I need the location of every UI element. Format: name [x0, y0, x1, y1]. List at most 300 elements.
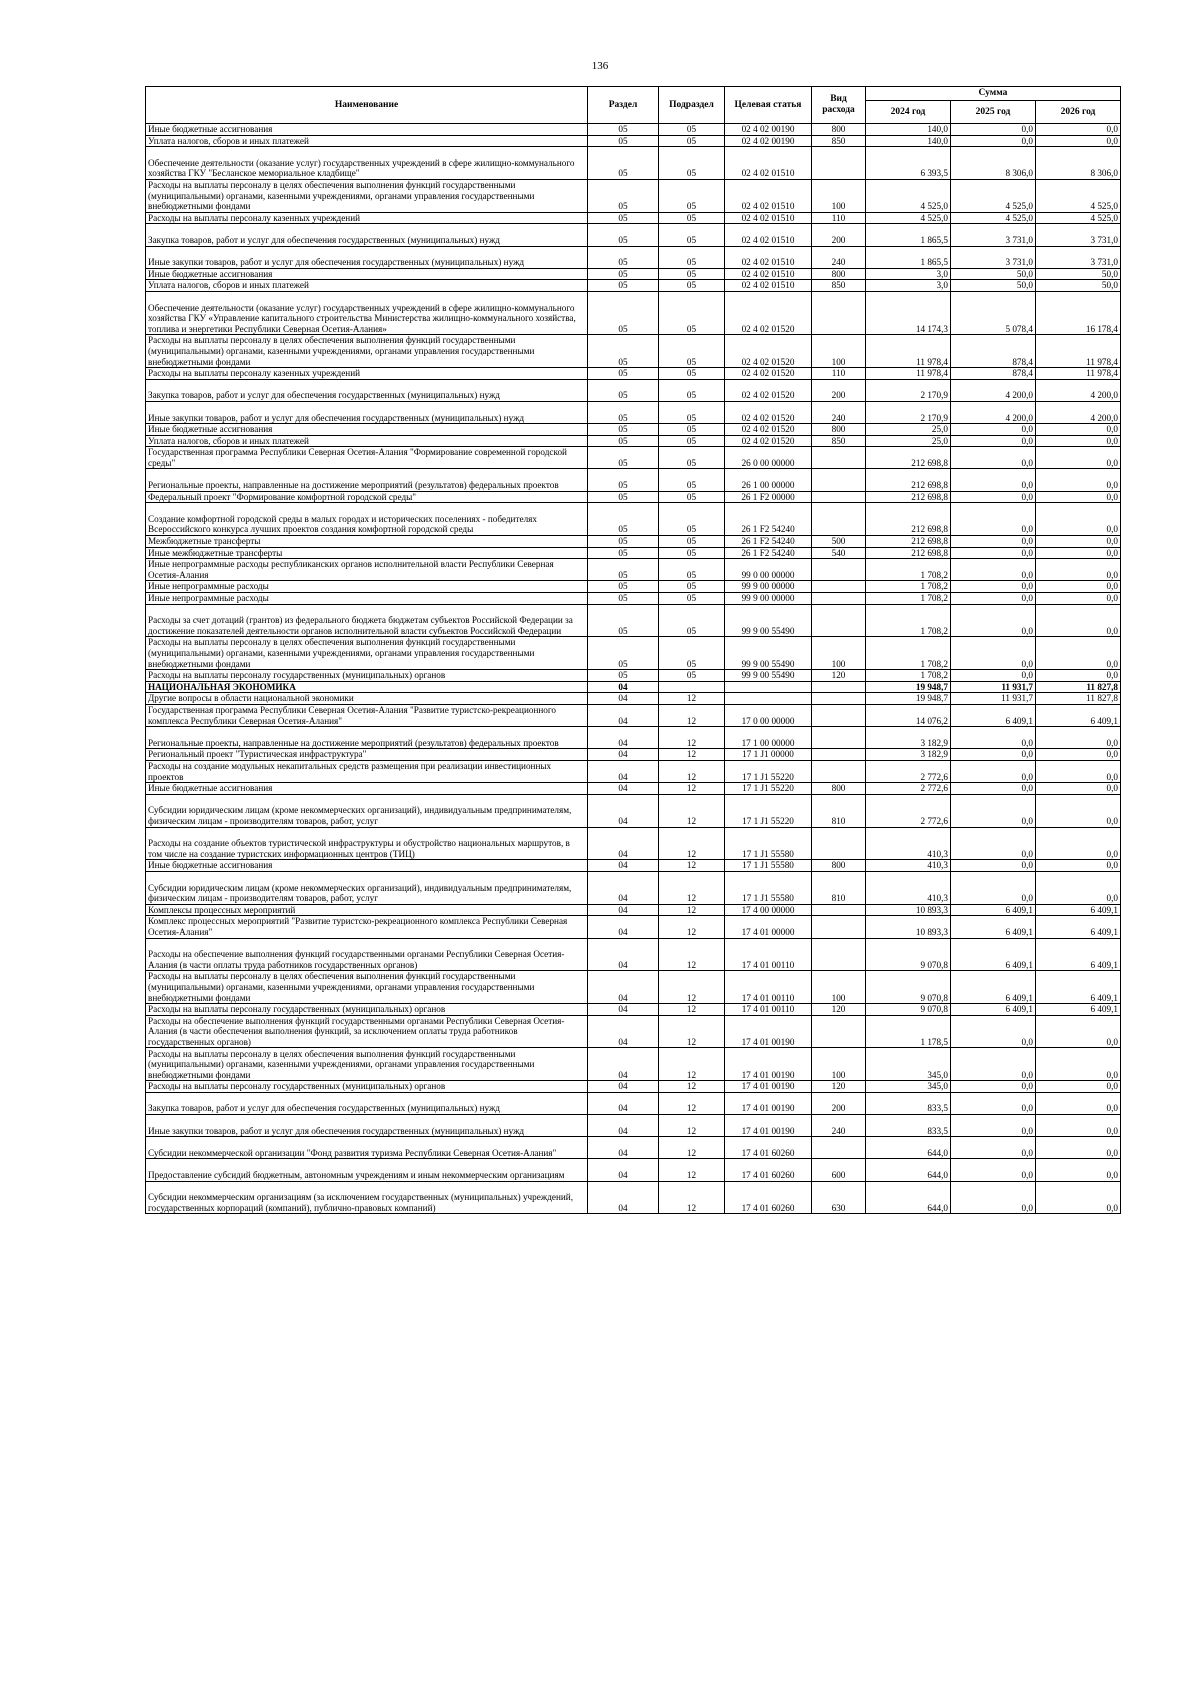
table-cell-section: 04: [588, 1115, 659, 1137]
table-row: [146, 401, 1121, 423]
table-cell-name: Иные непрограммные расходы: [146, 581, 588, 593]
table-cell-target: 17 4 01 00110: [725, 938, 812, 971]
table-cell-name: Иные бюджетные ассигнования: [146, 783, 588, 795]
table-cell-section: 04: [588, 904, 659, 916]
table-cell-subsection: 12: [659, 794, 725, 827]
table-cell-section: 05: [588, 491, 659, 503]
table-cell-expense-type: 850: [812, 280, 866, 292]
table-cell-target: 17 1 J1 55220: [725, 794, 812, 827]
table-cell-2026: 16 178,4: [1036, 291, 1121, 334]
table-cell-2024: 2 772,6: [866, 794, 951, 827]
table-cell-name: Субсидии некоммерческой организации "Фонд развития туризма Республики Северная Осетия-Алания": [146, 1137, 588, 1159]
table-cell-2026: 11 978,4: [1036, 368, 1121, 380]
table-row: [146, 124, 1121, 136]
table-cell-target: 26 1 F2 54240: [725, 536, 812, 548]
table-cell-target: 02 4 02 00190: [725, 124, 812, 136]
table-cell-subsection: 12: [659, 1181, 725, 1214]
table-cell-subsection: 05: [659, 491, 725, 503]
table-row: [146, 536, 1121, 548]
table-cell-subsection: 12: [659, 760, 725, 782]
table-cell-name: Уплата налогов, сборов и иных платежей: [146, 135, 588, 147]
table-cell-expense-type: [812, 760, 866, 782]
table-cell-2025: 0,0: [951, 1137, 1036, 1159]
table-cell-target: 17 1 J1 00000: [725, 749, 812, 761]
table-cell-2026: 0,0: [1036, 491, 1121, 503]
table-cell-expense-type: [812, 503, 866, 536]
table-cell-subsection: 05: [659, 435, 725, 447]
table-cell-2026: 11 978,4: [1036, 335, 1121, 368]
table-cell-2025: 5 078,4: [951, 291, 1036, 334]
table-cell-name: Государственная программа Республики Северная Осетия-Алания "Развитие туристско-рекреационного комплекса Республики Северная Осетия-Алания": [146, 704, 588, 726]
table-cell-section: 04: [588, 794, 659, 827]
table-cell-subsection: [659, 681, 725, 693]
table-cell-subsection: 05: [659, 124, 725, 136]
table-cell-expense-type: 100: [812, 335, 866, 368]
table-cell-section: 04: [588, 681, 659, 693]
table-cell-subsection: 05: [659, 135, 725, 147]
header-section: Раздел: [588, 87, 659, 124]
table-cell-2025: 6 409,1: [951, 971, 1036, 1004]
table-row: [146, 447, 1121, 469]
table-cell-target: 17 1 J1 55220: [725, 760, 812, 782]
table-cell-2024: 11 978,4: [866, 335, 951, 368]
table-cell-name: Иные непрограммные расходы: [146, 593, 588, 605]
table-cell-2024: 140,0: [866, 135, 951, 147]
table-cell-2025: 50,0: [951, 280, 1036, 292]
table-cell-2024: 6 393,5: [866, 147, 951, 180]
table-cell-2025: 4 200,0: [951, 379, 1036, 401]
table-cell-section: 05: [588, 135, 659, 147]
table-cell-2024: 1 708,2: [866, 559, 951, 581]
table-row: [146, 860, 1121, 872]
table-cell-subsection: 05: [659, 670, 725, 682]
table-cell-2026: 6 409,1: [1036, 904, 1121, 916]
table-cell-expense-type: [812, 469, 866, 491]
table-cell-target: 17 0 00 00000: [725, 704, 812, 726]
table-cell-name: Расходы на выплаты персоналу государственных (муниципальных) органов: [146, 1081, 588, 1093]
table-cell-2024: 212 698,8: [866, 447, 951, 469]
table-cell-expense-type: [812, 604, 866, 637]
table-cell-2025: 4 525,0: [951, 179, 1036, 212]
table-cell-2024: 212 698,8: [866, 547, 951, 559]
table-cell-name: Региональные проекты, направленные на достижение мероприятий (результатов) федеральных проектов: [146, 469, 588, 491]
table-cell-expense-type: 120: [812, 1081, 866, 1093]
table-cell-expense-type: 100: [812, 179, 866, 212]
table-row: [146, 681, 1121, 693]
table-cell-2025: 0,0: [951, 124, 1036, 136]
header-name: Наименование: [146, 87, 588, 124]
table-cell-target: 26 0 00 00000: [725, 447, 812, 469]
table-cell-section: 04: [588, 938, 659, 971]
table-cell-name: Обеспечение деятельности (оказание услуг) государственных учреждений в сфере жилищно-коммунального хозяйства ГКУ «Управление капитального строительства Министерства жилищно-коммунального хозяйства, топлива и энергетики Республики Северная Осетия-Алания»: [146, 291, 588, 334]
table-cell-name: Уплата налогов, сборов и иных платежей: [146, 435, 588, 447]
table-row: [146, 335, 1121, 368]
table-cell-subsection: 12: [659, 783, 725, 795]
table-cell-subsection: 05: [659, 559, 725, 581]
table-row: [146, 1092, 1121, 1114]
table-cell-2024: 345,0: [866, 1081, 951, 1093]
table-cell-2024: 345,0: [866, 1048, 951, 1081]
table-cell-target: 99 0 00 00000: [725, 559, 812, 581]
table-cell-name: Создание комфортной городской среды в малых городах и исторических поселениях - победителях Всероссийского конкурса лучших проектов создания комфортной городской среды: [146, 503, 588, 536]
table-cell-section: 04: [588, 1015, 659, 1048]
table-cell-target: 02 4 02 01520: [725, 435, 812, 447]
table-cell-section: 05: [588, 291, 659, 334]
table-cell-expense-type: 200: [812, 1092, 866, 1114]
table-row: [146, 1081, 1121, 1093]
table-cell-2024: 2 772,6: [866, 783, 951, 795]
table-cell-2026: 0,0: [1036, 604, 1121, 637]
table-cell-target: 02 4 02 01520: [725, 368, 812, 380]
table-cell-expense-type: 110: [812, 368, 866, 380]
table-cell-target: 17 1 J1 55580: [725, 827, 812, 860]
table-cell-section: 05: [588, 280, 659, 292]
table-row: [146, 559, 1121, 581]
table-cell-section: 05: [588, 424, 659, 436]
table-row: [146, 1015, 1121, 1048]
table-cell-2024: 3,0: [866, 268, 951, 280]
table-cell-2025: 6 409,1: [951, 704, 1036, 726]
table-cell-2025: 878,4: [951, 368, 1036, 380]
table-cell-subsection: 12: [659, 860, 725, 872]
table-cell-2024: 644,0: [866, 1181, 951, 1214]
table-row: [146, 1137, 1121, 1159]
table-cell-2026: 11 827,8: [1036, 693, 1121, 705]
table-cell-section: 05: [588, 179, 659, 212]
table-cell-2025: 0,0: [951, 604, 1036, 637]
table-cell-subsection: 05: [659, 469, 725, 491]
table-cell-2025: 878,4: [951, 335, 1036, 368]
table-cell-2024: 10 893,3: [866, 916, 951, 938]
table-row: [146, 135, 1121, 147]
table-cell-2024: 4 525,0: [866, 179, 951, 212]
table-cell-expense-type: 200: [812, 379, 866, 401]
table-cell-subsection: 12: [659, 1048, 725, 1081]
table-cell-2025: 0,0: [951, 1181, 1036, 1214]
table-cell-subsection: 05: [659, 637, 725, 670]
table-cell-subsection: 05: [659, 212, 725, 224]
table-cell-2026: 0,0: [1036, 1015, 1121, 1048]
table-cell-name: Иные непрограммные расходы республиканских органов исполнительной власти Республики Северная Осетия-Алания: [146, 559, 588, 581]
table-cell-expense-type: [812, 1015, 866, 1048]
table-cell-subsection: 05: [659, 379, 725, 401]
table-cell-2026: 3 731,0: [1036, 224, 1121, 246]
table-cell-expense-type: 500: [812, 536, 866, 548]
table-cell-2025: 0,0: [951, 860, 1036, 872]
table-cell-2026: 0,0: [1036, 124, 1121, 136]
table-cell-2026: 4 525,0: [1036, 179, 1121, 212]
table-cell-2025: 0,0: [951, 581, 1036, 593]
table-cell-2025: 6 409,1: [951, 916, 1036, 938]
table-cell-expense-type: [812, 447, 866, 469]
table-cell-2024: 19 948,7: [866, 693, 951, 705]
table-cell-name: Региональные проекты, направленные на достижение мероприятий (результатов) федеральных проектов: [146, 727, 588, 749]
table-cell-target: 17 4 01 00190: [725, 1015, 812, 1048]
table-cell-2024: 3 182,9: [866, 749, 951, 761]
table-cell-2025: 0,0: [951, 783, 1036, 795]
table-cell-2026: 0,0: [1036, 135, 1121, 147]
table-cell-2025: 0,0: [951, 1048, 1036, 1081]
table-cell-section: 04: [588, 1048, 659, 1081]
table-cell-section: 04: [588, 827, 659, 860]
table-cell-2024: 11 978,4: [866, 368, 951, 380]
table-cell-section: 04: [588, 1159, 659, 1181]
table-cell-target: 17 4 01 60260: [725, 1159, 812, 1181]
table-cell-2024: 2 772,6: [866, 760, 951, 782]
table-cell-2025: 4 525,0: [951, 212, 1036, 224]
table-cell-2024: 3 182,9: [866, 727, 951, 749]
table-cell-2026: 0,0: [1036, 670, 1121, 682]
header-target: Целевая статья: [725, 87, 812, 124]
table-cell-expense-type: 850: [812, 135, 866, 147]
table-cell-name: Субсидии юридическим лицам (кроме некоммерческих организаций), индивидуальным предпринимателям, физическим лицам - производителям товаров, работ, услуг: [146, 794, 588, 827]
table-cell-2025: 0,0: [951, 794, 1036, 827]
table-row: [146, 1004, 1121, 1016]
table-cell-target: 17 4 01 00190: [725, 1081, 812, 1093]
table-row: [146, 179, 1121, 212]
table-cell-name: Субсидии некоммерческим организациям (за исключением государственных (муниципальных) учреждений, государственных корпораций (компаний), публично-правовых компаний): [146, 1181, 588, 1214]
table-cell-2024: 212 698,8: [866, 469, 951, 491]
table-cell-2026: 0,0: [1036, 536, 1121, 548]
table-row: [146, 368, 1121, 380]
table-cell-2026: 50,0: [1036, 280, 1121, 292]
table-cell-2026: 4 525,0: [1036, 212, 1121, 224]
table-cell-section: 05: [588, 581, 659, 593]
table-cell-target: 17 4 00 00000: [725, 904, 812, 916]
table-row: [146, 904, 1121, 916]
table-cell-section: 05: [588, 503, 659, 536]
table-cell-2025: 0,0: [951, 547, 1036, 559]
table-cell-subsection: 05: [659, 368, 725, 380]
header-year-2025: 2025 год: [951, 101, 1036, 124]
table-cell-section: 05: [588, 124, 659, 136]
table-cell-target: 17 4 01 00110: [725, 971, 812, 1004]
table-cell-section: 05: [588, 224, 659, 246]
table-cell-target: 17 4 01 60260: [725, 1181, 812, 1214]
table-cell-section: 04: [588, 871, 659, 904]
table-cell-2026: 0,0: [1036, 727, 1121, 749]
table-cell-target: 02 4 02 01520: [725, 291, 812, 334]
table-cell-2025: 0,0: [951, 727, 1036, 749]
table-cell-section: 05: [588, 670, 659, 682]
table-cell-subsection: 12: [659, 916, 725, 938]
table-cell-target: 17 1 J1 55580: [725, 871, 812, 904]
table-cell-section: 04: [588, 916, 659, 938]
table-cell-expense-type: [812, 916, 866, 938]
header-year-2026: 2026 год: [1036, 101, 1121, 124]
table-cell-2024: 25,0: [866, 435, 951, 447]
table-cell-2026: 0,0: [1036, 1048, 1121, 1081]
table-cell-target: 02 4 02 01510: [725, 147, 812, 180]
table-cell-expense-type: 800: [812, 424, 866, 436]
table-cell-section: 05: [588, 447, 659, 469]
table-row: [146, 503, 1121, 536]
table-cell-2025: 6 409,1: [951, 904, 1036, 916]
table-cell-subsection: 05: [659, 581, 725, 593]
table-cell-section: 05: [588, 147, 659, 180]
table-cell-2024: 212 698,8: [866, 503, 951, 536]
table-cell-2025: 11 931,7: [951, 681, 1036, 693]
table-cell-2026: 0,0: [1036, 827, 1121, 860]
table-cell-subsection: 12: [659, 938, 725, 971]
table-cell-subsection: 05: [659, 335, 725, 368]
table-cell-expense-type: [812, 1137, 866, 1159]
table-cell-2026: 0,0: [1036, 435, 1121, 447]
table-cell-target: 26 1 F2 54240: [725, 547, 812, 559]
table-cell-subsection: 05: [659, 447, 725, 469]
table-row: [146, 593, 1121, 605]
table-cell-name: Расходы на выплаты персоналу в целях обеспечения выполнения функций государственными (муниципальными) органами, казенными учреждениями, органами управления государственными внебюджетными фондами: [146, 1048, 588, 1081]
header-expense-type: Вид расхода: [812, 87, 866, 124]
table-cell-2024: 4 525,0: [866, 212, 951, 224]
table-cell-subsection: 12: [659, 1115, 725, 1137]
table-cell-section: 04: [588, 727, 659, 749]
table-cell-2026: 6 409,1: [1036, 704, 1121, 726]
table-cell-expense-type: 100: [812, 637, 866, 670]
table-cell-2026: 8 306,0: [1036, 147, 1121, 180]
table-cell-expense-type: [812, 147, 866, 180]
table-cell-name: Комплексы процессных мероприятий: [146, 904, 588, 916]
table-cell-2024: 1 708,2: [866, 670, 951, 682]
table-cell-expense-type: 630: [812, 1181, 866, 1214]
table-row: [146, 424, 1121, 436]
table-cell-2026: 0,0: [1036, 1081, 1121, 1093]
table-cell-name: Закупка товаров, работ и услуг для обеспечения государственных (муниципальных) нужд: [146, 1092, 588, 1114]
table-cell-target: 99 9 00 55490: [725, 604, 812, 637]
table-cell-2026: 0,0: [1036, 503, 1121, 536]
table-cell-2024: 410,3: [866, 871, 951, 904]
table-cell-target: [725, 693, 812, 705]
table-row: [146, 794, 1121, 827]
table-cell-name: Расходы на выплаты персоналу государственных (муниципальных) органов: [146, 1004, 588, 1016]
table-cell-expense-type: 100: [812, 971, 866, 1004]
table-cell-subsection: 12: [659, 971, 725, 1004]
table-cell-name: Субсидии юридическим лицам (кроме некоммерческих организаций), индивидуальным предпринимателям, физическим лицам - производителям товаров, работ, услуг: [146, 871, 588, 904]
table-cell-2026: 0,0: [1036, 1092, 1121, 1114]
table-cell-target: 02 4 02 01520: [725, 424, 812, 436]
table-row: [146, 971, 1121, 1004]
table-cell-2026: 4 200,0: [1036, 401, 1121, 423]
table-cell-expense-type: [812, 904, 866, 916]
table-cell-name: Комплекс процессных мероприятий "Развитие туристско-рекреационного комплекса Республики Северная Осетия-Алания": [146, 916, 588, 938]
table-cell-section: 04: [588, 1181, 659, 1214]
table-cell-target: 99 9 00 00000: [725, 593, 812, 605]
table-cell-subsection: 12: [659, 727, 725, 749]
table-row: [146, 938, 1121, 971]
table-row: [146, 760, 1121, 782]
table-cell-2025: 11 931,7: [951, 693, 1036, 705]
table-cell-section: 05: [588, 212, 659, 224]
table-cell-target: 17 1 J1 55580: [725, 860, 812, 872]
table-cell-2024: 2 170,9: [866, 379, 951, 401]
table-cell-target: [725, 681, 812, 693]
table-cell-subsection: 12: [659, 1092, 725, 1114]
table-cell-2026: 6 409,1: [1036, 938, 1121, 971]
table-cell-2024: 9 070,8: [866, 938, 951, 971]
table-cell-section: 05: [588, 604, 659, 637]
table-cell-2024: 1 178,5: [866, 1015, 951, 1048]
table-cell-expense-type: 600: [812, 1159, 866, 1181]
table-cell-expense-type: [812, 749, 866, 761]
table-cell-2024: 9 070,8: [866, 971, 951, 1004]
table-row: [146, 1048, 1121, 1081]
table-cell-2024: 1 865,5: [866, 224, 951, 246]
table-cell-expense-type: 120: [812, 670, 866, 682]
table-cell-expense-type: 240: [812, 401, 866, 423]
table-cell-expense-type: 240: [812, 246, 866, 268]
table-cell-2025: 0,0: [951, 827, 1036, 860]
table-row: [146, 291, 1121, 334]
table-cell-target: 02 4 02 01510: [725, 268, 812, 280]
table-cell-name: Иные бюджетные ассигнования: [146, 268, 588, 280]
table-cell-name: Закупка товаров, работ и услуг для обеспечения государственных (муниципальных) нужд: [146, 224, 588, 246]
table-cell-expense-type: 110: [812, 212, 866, 224]
table-cell-target: 02 4 02 01520: [725, 401, 812, 423]
table-cell-2026: 0,0: [1036, 871, 1121, 904]
table-row: [146, 1115, 1121, 1137]
table-cell-2025: 0,0: [951, 637, 1036, 670]
table-cell-expense-type: 240: [812, 1115, 866, 1137]
table-cell-section: 05: [588, 246, 659, 268]
table-cell-target: 17 4 01 00190: [725, 1048, 812, 1081]
table-cell-2024: 14 174,3: [866, 291, 951, 334]
table-cell-2025: 50,0: [951, 268, 1036, 280]
table-row: [146, 916, 1121, 938]
table-cell-section: 05: [588, 547, 659, 559]
table-cell-section: 05: [588, 559, 659, 581]
table-cell-2026: 6 409,1: [1036, 916, 1121, 938]
table-cell-name: Уплата налогов, сборов и иных платежей: [146, 280, 588, 292]
table-cell-expense-type: 540: [812, 547, 866, 559]
table-cell-2026: 0,0: [1036, 1115, 1121, 1137]
table-cell-expense-type: [812, 938, 866, 971]
table-cell-2025: 0,0: [951, 749, 1036, 761]
table-cell-expense-type: [812, 827, 866, 860]
table-cell-section: 04: [588, 860, 659, 872]
table-cell-2024: 9 070,8: [866, 1004, 951, 1016]
table-cell-subsection: 12: [659, 704, 725, 726]
table-row: [146, 704, 1121, 726]
table-row: [146, 604, 1121, 637]
table-cell-2024: 833,5: [866, 1115, 951, 1137]
table-cell-name: Иные закупки товаров, работ и услуг для обеспечения государственных (муниципальных) нужд: [146, 401, 588, 423]
table-cell-2024: 1 708,2: [866, 593, 951, 605]
table-cell-2026: 0,0: [1036, 760, 1121, 782]
table-row: [146, 491, 1121, 503]
table-cell-subsection: 05: [659, 536, 725, 548]
table-row: [146, 435, 1121, 447]
table-cell-2025: 0,0: [951, 871, 1036, 904]
table-cell-name: Расходы на выплаты персоналу в целях обеспечения выполнения функций государственными (муниципальными) органами, казенными учреждениями, органами управления государственными внебюджетными фондами: [146, 179, 588, 212]
table-cell-name: НАЦИОНАЛЬНАЯ ЭКОНОМИКА: [146, 681, 588, 693]
table-row: [146, 783, 1121, 795]
table-cell-2026: 0,0: [1036, 581, 1121, 593]
table-cell-section: 04: [588, 1081, 659, 1093]
table-row: [146, 224, 1121, 246]
budget-table: [145, 86, 1121, 1214]
table-cell-name: Расходы на выплаты персоналу в целях обеспечения выполнения функций государственными (муниципальными) органами, казенными учреждениями, органами управления государственными внебюджетными фондами: [146, 335, 588, 368]
table-cell-name: Иные бюджетные ассигнования: [146, 424, 588, 436]
table-cell-target: 02 4 02 01510: [725, 179, 812, 212]
table-cell-subsection: 05: [659, 147, 725, 180]
table-cell-2024: 2 170,9: [866, 401, 951, 423]
table-cell-subsection: 12: [659, 1159, 725, 1181]
table-cell-expense-type: 100: [812, 1048, 866, 1081]
table-cell-section: 05: [588, 593, 659, 605]
table-cell-subsection: 05: [659, 291, 725, 334]
table-cell-name: Межбюджетные трансферты: [146, 536, 588, 548]
table-cell-target: 17 4 01 00000: [725, 916, 812, 938]
